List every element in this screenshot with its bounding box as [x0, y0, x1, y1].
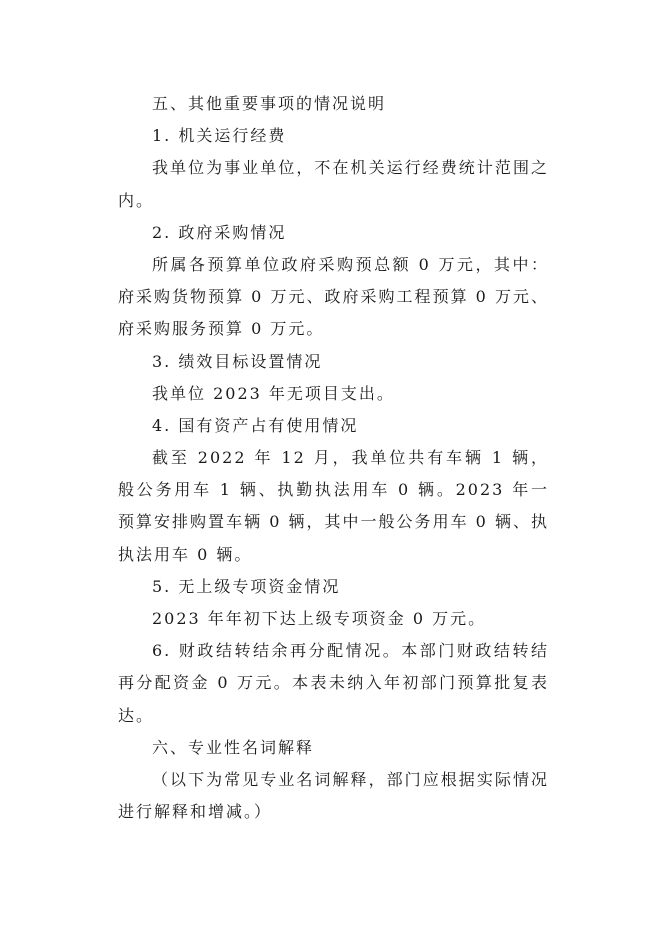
- subsection-heading: [118, 217, 549, 249]
- text-line: （以下为常见专业名词解释，部门应根据实际情况: [152, 769, 549, 789]
- text-line: 3. 绩效目标设置情况: [152, 351, 323, 371]
- subsection-heading: [118, 120, 549, 152]
- text-line: 府采购货物预算 0 万元、政府采购工程预算 0 万元、: [118, 287, 549, 307]
- paragraph: [118, 152, 549, 216]
- text-line: 府采购服务预算 0 万元。: [118, 319, 325, 339]
- text-line: 我单位为事业单位，不在机关运行经费统计范围之: [152, 158, 549, 178]
- text-line: 6. 财政结转结余再分配情况。本部门财政结转结: [152, 641, 549, 661]
- text-line: 4. 国有资产占有使用情况: [152, 415, 359, 435]
- text-line: 2. 政府采购情况: [152, 222, 287, 242]
- subsection-heading: [118, 410, 549, 442]
- text-line: 再分配资金 0 万元。本表未纳入年初部门预算批复表: [118, 673, 549, 693]
- text-line: 进行解释和增减。）: [118, 802, 273, 822]
- text-line: 执法用车 0 辆。: [118, 544, 253, 564]
- text-line: 达。: [118, 705, 155, 725]
- section-heading: [118, 732, 549, 764]
- paragraph: [118, 378, 549, 410]
- paragraph: [118, 442, 549, 571]
- document-page-body: [118, 88, 549, 828]
- paragraph: [118, 764, 549, 828]
- section-heading: [118, 88, 549, 120]
- paragraph: [118, 635, 549, 732]
- paragraph: [118, 249, 549, 346]
- subsection-heading: [118, 346, 549, 378]
- text-line: 六、专业性名词解释: [152, 737, 315, 757]
- paragraph: [118, 603, 549, 635]
- text-line: 内。: [118, 190, 155, 210]
- text-line: 五、其他重要事项的情况说明: [152, 94, 387, 113]
- text-line: 预算安排购置车辆 0 辆，其中一般公务用车 0 辆、执: [118, 512, 549, 532]
- text-line: 2023 年年初下达上级专项资金 0 万元。: [152, 609, 487, 628]
- text-line: 5. 无上级专项资金情况: [152, 576, 341, 596]
- text-line: 截至 2022 年 12 月，我单位共有车辆 1 辆，: [152, 448, 549, 468]
- text-line: 1. 机关运行经费: [152, 126, 287, 146]
- text-line: 所属各预算单位政府采购预总额 0 万元，其中：: [152, 254, 549, 274]
- text-line: 般公务用车 1 辆、执勤执法用车 0 辆。2023 年一: [118, 480, 549, 500]
- text-line: 我单位 2023 年无项目支出。: [152, 383, 395, 403]
- subsection-heading: [118, 571, 549, 603]
